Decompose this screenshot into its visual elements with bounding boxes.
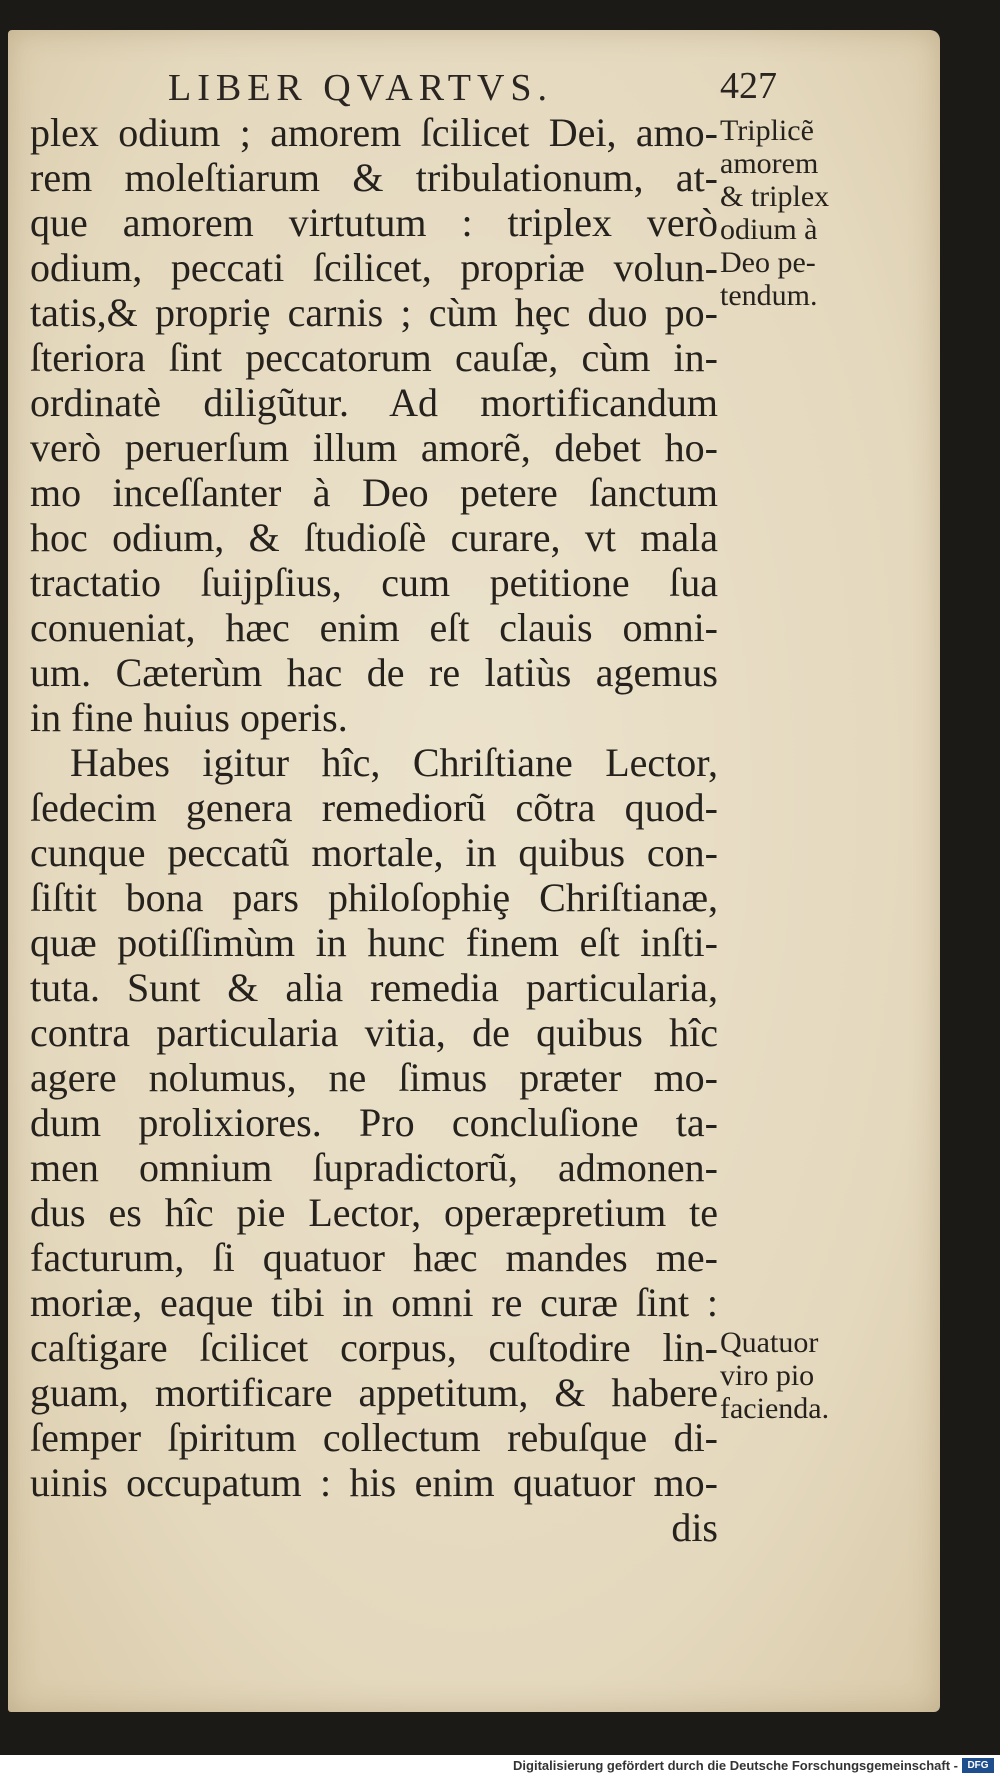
text-line: quæ potiſſimùm in hunc finem eſt inſti-	[30, 920, 718, 965]
body-text	[30, 110, 718, 1550]
text-line: facturum, ſi quatuor hæc mandes me-	[30, 1235, 718, 1280]
text-line: mo inceſſanter à Deo petere ſanctum	[30, 470, 718, 515]
text-line: rem moleſtiarum & tribulationum, at-	[30, 155, 718, 200]
text-line: ſiſtit bona pars philoſophiȩ Chriſtianæ,	[30, 875, 718, 920]
text-line: dum prolixiores. Pro concluſione ta-	[30, 1100, 718, 1145]
text-line: uinis occupatum : his enim quatuor mo-	[30, 1460, 718, 1505]
margin-note-line: Quatuor	[720, 1326, 819, 1359]
text-line: moriæ, eaque tibi in omni re curæ ſint :	[30, 1280, 718, 1325]
dfg-logo: DFG	[962, 1758, 994, 1773]
text-line: men omnium ſupradictorũ, admonen-	[30, 1145, 718, 1190]
text-line: ordinatè diligũtur. Ad mortificandum	[30, 380, 718, 425]
footer-bar	[0, 1755, 1000, 1777]
footer-credit: Digitalisierung gefördert durch die Deutsche Forschungsgemeinschaft -	[513, 1758, 958, 1773]
catchword: dis	[671, 1505, 718, 1550]
text-line: tatis,& propriȩ carnis ; cùm hȩc duo po-	[30, 290, 718, 335]
book-page	[8, 30, 940, 1712]
margin-note-line: Deo pe-	[720, 246, 816, 279]
text-line: odium, peccati ſcilicet, propriæ volun-	[30, 245, 718, 290]
margin-note-line: viro pio	[720, 1359, 815, 1392]
text-line: ſedecim genera remediorũ cõtra quod-	[30, 785, 718, 830]
page-number: 427	[720, 65, 777, 107]
margin-note-top	[720, 114, 880, 312]
text-line: Habes igitur hîc, Chriſtiane Lector,	[70, 740, 718, 785]
text-line: in fine huius operis.	[30, 695, 348, 740]
text-line: contra particularia vitia, de quibus hîc	[30, 1010, 718, 1055]
text-line: caſtigare ſcilicet corpus, cuſtodire lin-	[30, 1325, 718, 1370]
margin-note-line: odium à	[720, 213, 818, 246]
text-line: tuta. Sunt & alia remedia particularia,	[30, 965, 718, 1010]
margin-note-line: facienda.	[720, 1392, 830, 1425]
text-line: que amorem virtutum : triplex verò	[30, 200, 718, 245]
margin-note-line: amorem	[720, 147, 819, 180]
text-line: um. Cæterùm hac de re latiùs agemus	[30, 650, 718, 695]
margin-note-line: Triplicẽ	[720, 114, 814, 147]
text-line: tractatio ſuijpſius, cum petitione ſua	[30, 560, 718, 605]
text-line: ſteriora ſint peccatorum cauſæ, cùm in-	[30, 335, 718, 380]
text-line: guam, mortificare appetitum, & habere	[30, 1370, 718, 1415]
margin-note-line: & triplex	[720, 180, 830, 213]
text-line: ſemper ſpiritum collectum rebuſque di-	[30, 1415, 718, 1460]
margin-note-line: tendum.	[720, 279, 818, 312]
running-head: LIBER QVARTVS.	[168, 67, 554, 109]
text-line: hoc odium, & ſtudioſè curare, vt mala	[30, 515, 718, 560]
text-line: cunque peccatũ mortale, in quibus con-	[30, 830, 718, 875]
text-line: plex odium ; amorem ſcilicet Dei, amo-	[30, 110, 718, 155]
text-line: agere nolumus, ne ſimus præter mo-	[30, 1055, 718, 1100]
margin-note-bottom	[720, 1326, 880, 1425]
text-line: conueniat, hæc enim eſt clauis omni-	[30, 605, 718, 650]
text-line: verò peruerſum illum amorẽ, debet ho-	[30, 425, 718, 470]
text-line: dus es hîc pie Lector, operæpretium te	[30, 1190, 718, 1235]
